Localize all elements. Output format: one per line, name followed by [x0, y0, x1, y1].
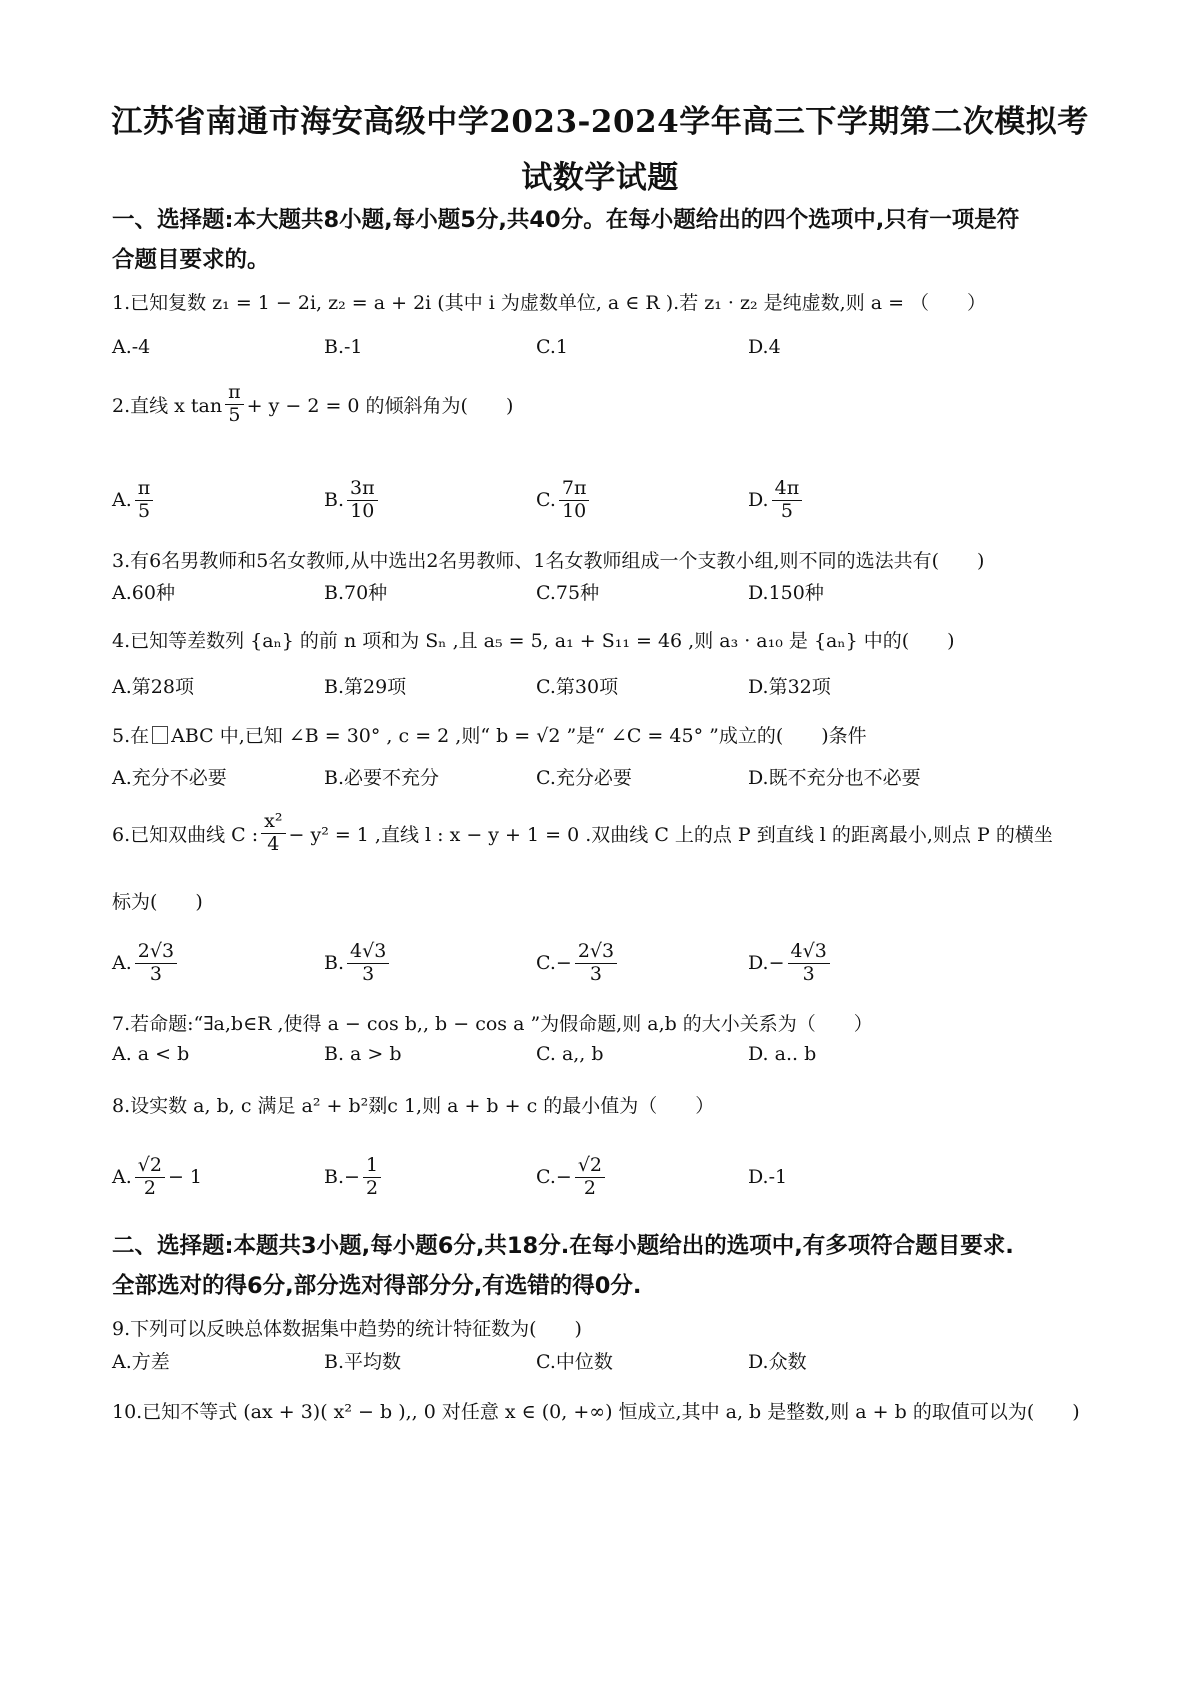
question-5-option-a: A.充分不必要: [112, 766, 227, 789]
question-6-stem-text-tail: − y² = 1 ,直线 l : x − y + 1 = 0 .双曲线 C 上的点 P 到直线 l 的距离最小,则点 P 的横坐: [288, 823, 1053, 846]
question-8-option-c: C. − $\frac{√2}{2}$: [536, 1146, 608, 1208]
question-3-stem: 3.有6名男教师和5名女教师,从中选出2名男教师、1名女教师组成一个支教小组,则不同的选法共有( ): [112, 550, 985, 572]
question-8-option-a: A. $\frac{√2}{2}$ − 1: [112, 1153, 203, 1199]
question-4-stem: 4.已知等差数列 {aₙ} 的前 n 项和为 Sₙ ,且 a₅ = 5, a₁ + S₁₁ = 46 ,则 a₃ · a₁₀ 是 {aₙ} 中的( ): [112, 630, 955, 652]
question-3-option-b: B.70种: [324, 581, 388, 604]
question-7-options: [112, 1034, 1072, 1074]
question-3-option-d: D.150种: [748, 581, 824, 604]
question-5-stem: [112, 721, 867, 748]
question-8-options: [112, 1146, 1072, 1208]
section-2-heading-line-2: 全部选对的得6分,部分选对得部分分,有选错的得0分.: [112, 1273, 642, 1299]
question-6-stem: [112, 811, 1053, 856]
question-3-options: [112, 571, 1072, 611]
question-1-stem: 1.已知复数 z₁ = 1 − 2i, z₂ = a + 2i (其中 i 为虚数单位, a ∈ R ).若 z₁ · z₂ 是纯虚数,则 a = （ ）: [112, 292, 987, 314]
question-8-option-d: D.-1: [748, 1166, 788, 1188]
question-6-stem-line-2: 标为( ): [112, 891, 203, 913]
question-2-options: [112, 472, 1072, 528]
question-4-option-b: B.第29项: [324, 675, 407, 698]
question-7-option-c: C. a,, b: [536, 1043, 604, 1065]
question-7-option-b: B. a > b: [324, 1043, 402, 1065]
question-9-option-b: B.平均数: [324, 1350, 402, 1373]
question-1-option-d: D.4: [748, 336, 781, 358]
question-5-option-d: D.既不充分也不必要: [748, 766, 921, 789]
exam-title-line-1: 江苏省南通市海安高级中学2023-2024学年高三下学期第二次模拟考: [111, 104, 1089, 140]
question-6-option-d: D. − $\frac{4√3}{3}$: [748, 934, 833, 992]
question-4-options: [112, 665, 1072, 705]
question-2-stem-text: 2.直线 x tan: [112, 394, 223, 417]
fraction-denominator: 5: [228, 403, 241, 426]
section-2-heading: [112, 1226, 1102, 1306]
question-4-option-c: C.第30项: [536, 675, 619, 698]
question-4-option-d: D.第32项: [748, 675, 831, 698]
question-6-option-b: B. $\frac{4√3}{3}$: [324, 934, 392, 992]
question-7-stem: 7.若命题:“∃a,b∈R ,使得 a − cos b,, b − cos a ”为假命题,则 a,b 的大小关系为（ ）: [112, 1013, 873, 1035]
question-3-option-c: C.75种: [536, 581, 600, 604]
question-6-stem-text: 6.已知双曲线 C :: [112, 823, 259, 846]
question-5-stem-text: ABC 中,已知 ∠B = 30° , c = 2 ,则“ b = √2 ”是“ ∠C = 45° ”成立的( )条件: [171, 725, 867, 747]
question-5-option-b: B.必要不充分: [324, 766, 440, 789]
exam-title-line-2: 试数学试题: [521, 160, 679, 196]
question-6-option-c: C. − $\frac{2√3}{3}$: [536, 934, 620, 992]
question-5-stem-prefix: 5.在: [112, 725, 150, 747]
section-1-heading: [112, 200, 1102, 280]
question-6-option-a: A. $\frac{2√3}{3}$: [112, 934, 180, 992]
question-1-option-c: C.1: [536, 336, 568, 358]
question-8-option-b: B. − $\frac{1}{2}$: [324, 1146, 384, 1208]
fraction-numerator: π: [228, 381, 241, 403]
question-7-option-d: D. a.. b: [748, 1043, 817, 1065]
question-9-option-d: D.众数: [748, 1350, 807, 1373]
question-2-option-b: B. $\frac{3\pi}{10}$: [324, 472, 381, 528]
question-10-stem: 10.已知不等式 (ax + 3)( x² − b ),, 0 对任意 x ∈ (0, +∞) 恒成立,其中 a, b 是整数,则 a + b 的取值可以为( ): [112, 1401, 1080, 1423]
question-2-stem-text-tail: + y − 2 = 0 的倾斜角为( ): [246, 394, 514, 417]
question-1-option-b: B.-1: [324, 336, 363, 358]
question-9-option-c: C.中位数: [536, 1350, 613, 1373]
question-6-options: [112, 934, 1072, 992]
question-1-options: [112, 327, 1072, 367]
question-2-stem: [112, 382, 513, 427]
question-4-option-a: A.第28项: [112, 675, 194, 698]
question-2-option-d: D. $\frac{4\pi}{5}$: [748, 472, 805, 528]
section-1-heading-line-2: 合题目要求的。: [112, 247, 270, 273]
question-6-stem-fraction: $\frac{\text{x²}}{4}$: [261, 811, 285, 856]
question-1-option-a: A.-4: [112, 336, 151, 358]
triangle-glyph-box-icon: [152, 726, 168, 744]
question-3-option-a: A.60种: [112, 581, 175, 604]
question-9-option-a: A.方差: [112, 1350, 170, 1373]
section-2-heading-line-1: 二、选择题:本题共3小题,每小题6分,共18分.在每小题给出的选项中,有多项符合题目要求.: [112, 1233, 1014, 1259]
question-9-options: [112, 1340, 1072, 1380]
question-5-option-c: C.充分必要: [536, 766, 632, 789]
question-8-stem: 8.设实数 a, b, c 满足 a² + b²剟c 1,则 a + b + c 的最小值为（ ）: [112, 1095, 715, 1117]
question-2-option-a: A. $\frac{\pi}{5}$: [112, 472, 156, 528]
question-2-stem-fraction: [225, 382, 244, 427]
question-2-option-c: C. $\frac{7\pi}{10}$: [536, 472, 592, 528]
section-1-heading-line-1: 一、选择题:本大题共8小题,每小题5分,共40分。在每小题给出的四个选项中,只有一项是符: [112, 207, 1020, 233]
question-5-options: [112, 756, 1072, 796]
question-7-option-a: A. a < b: [112, 1043, 190, 1065]
question-9-stem: 9.下列可以反映总体数据集中趋势的统计特征数为( ): [112, 1318, 582, 1340]
